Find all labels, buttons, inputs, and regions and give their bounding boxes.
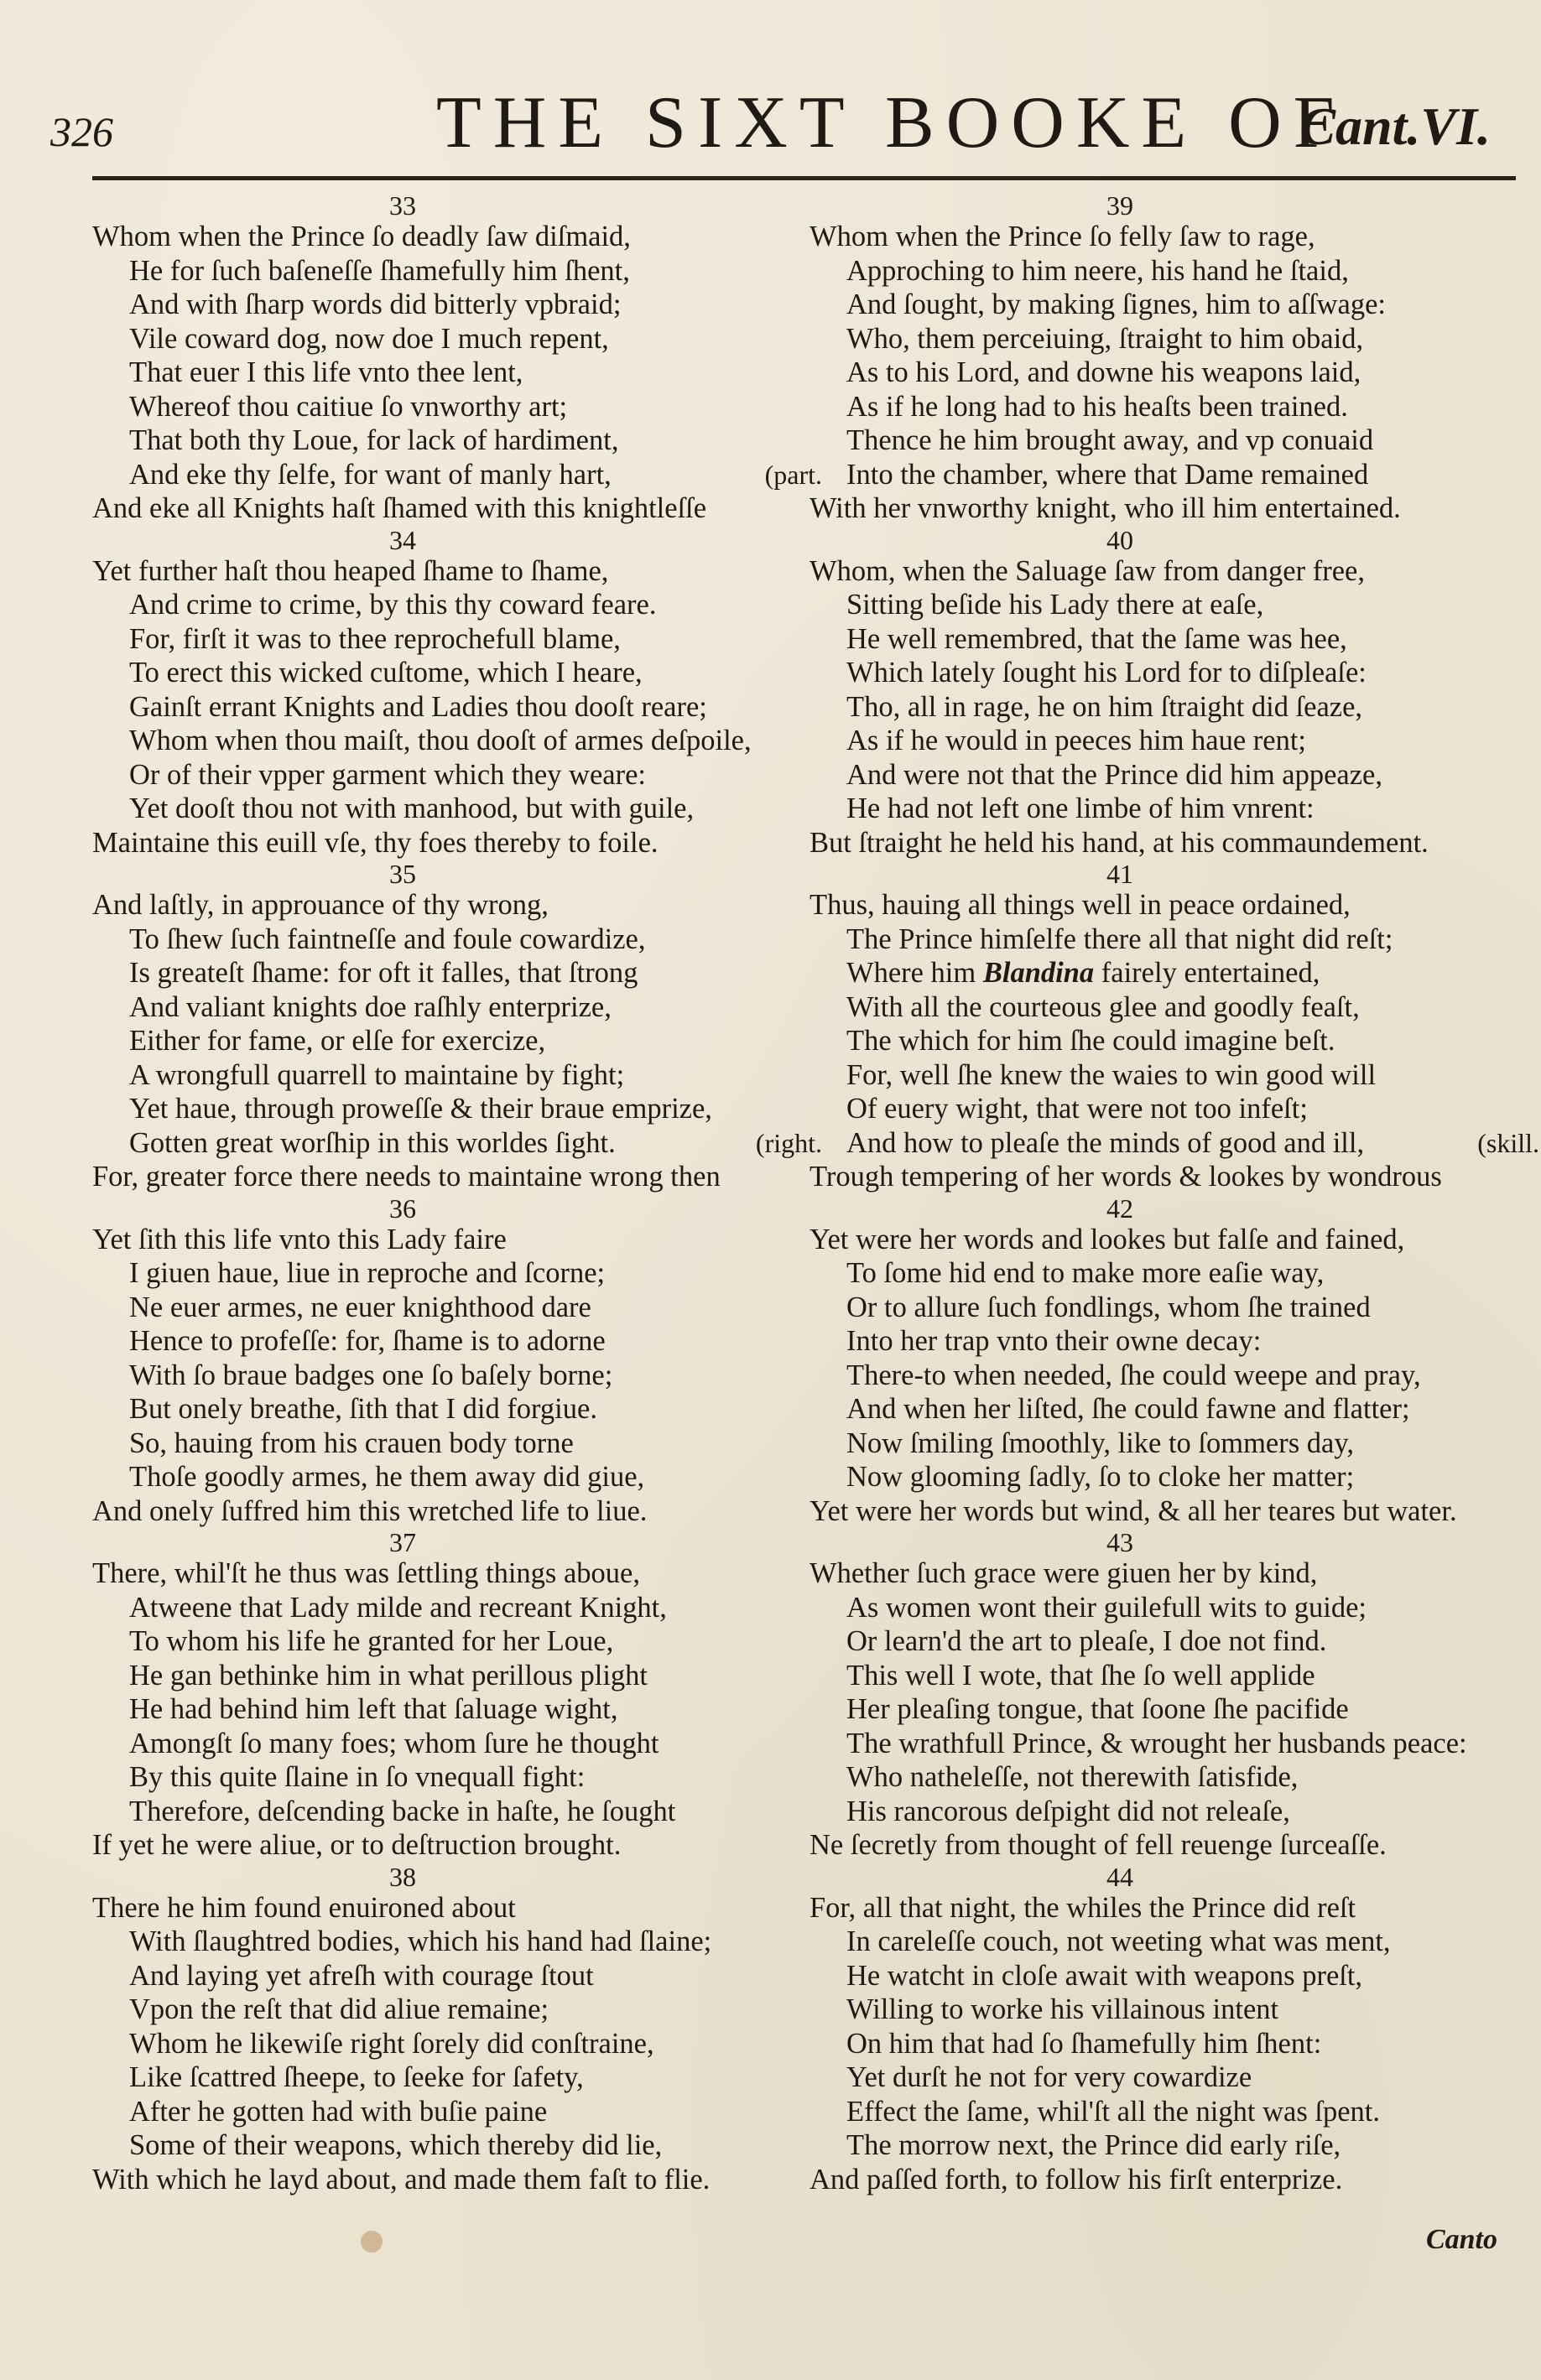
- stanza: [810, 1194, 1531, 1529]
- verse-line: The Prince himſelfe there all that night did reſt;: [846, 922, 1393, 955]
- verse-line: Either for fame, or elſe for exercize,: [129, 1025, 546, 1057]
- stanza: [810, 1528, 1531, 1863]
- verse-line: Approching to him neere, his hand he ſtaid,: [846, 254, 1349, 287]
- verse-line: And onely ſuffred him this wretched life to liue.: [92, 1494, 648, 1527]
- stanza: [92, 859, 822, 1194]
- stanza: [92, 1528, 814, 1863]
- verse-line: Into her trap vnto their owne decay:: [846, 1325, 1262, 1357]
- verse-line: With ſo braue badges one ſo baſely borne;: [129, 1359, 613, 1391]
- running-head: [50, 74, 1507, 166]
- verse-line: And were not that the Prince did him appeaze,: [846, 758, 1382, 791]
- verse-line: Or learn'd the art to pleaſe, I doe not find.: [846, 1625, 1327, 1657]
- verse-line: In careleſſe couch, not weeting what was ment,: [846, 1925, 1391, 1957]
- verse-line: And eke thy ſelfe, for want of manly hart,: [129, 458, 612, 491]
- verse-line: He had not left one limbe of him vnrent:: [846, 792, 1315, 824]
- verse-line: If yet he were aliue, or to deſtruction brought.: [92, 1829, 622, 1861]
- verse-line: His rancorous deſpight did not releaſe,: [846, 1795, 1290, 1827]
- stanza: [810, 526, 1531, 860]
- verse-line: Some of their weapons, which thereby did lie,: [129, 2129, 663, 2161]
- verse-line: And valiant knights doe raſhly enterprize,: [129, 990, 612, 1023]
- verse-line: Effect the ſame, whil'ſt all the night was ſpent.: [846, 2095, 1380, 2128]
- verse-line: There he him found enuironed about: [92, 1891, 516, 1924]
- verse-line: On him that had ſo ſhamefully him ſhent:: [846, 2027, 1322, 2060]
- stanza-number: 37: [389, 1527, 416, 1557]
- verse-line: And how to pleaſe the minds of good and ill,: [846, 1126, 1365, 1159]
- verse-line: I giuen haue, liue in reproche and ſcorne;: [129, 1257, 606, 1289]
- verse-line: For, greater force there needs to maintaine wrong then: [92, 1161, 721, 1193]
- stanza-number: 33: [389, 190, 416, 221]
- turnover-word: (skill.: [1477, 1127, 1539, 1158]
- verse-line: Whether ſuch grace were giuen her by kind,: [810, 1557, 1318, 1589]
- verse-line: Whom when the Prince ſo felly ſaw to rage,: [810, 221, 1315, 252]
- verse-line: Amongſt ſo many foes; whom ſure he thought: [129, 1727, 659, 1759]
- turnover-word: (part.: [764, 459, 822, 490]
- verse-line: And laying yet afreſh with courage ſtout: [129, 1959, 594, 1992]
- verse-line: He gan bethinke him in what perillous plight: [129, 1659, 648, 1691]
- left-column: [92, 190, 822, 2196]
- verse-line: Gotten great worſhip in this worldes ſight.: [129, 1126, 616, 1159]
- verse-line: This well I wote, that ſhe ſo well applide: [846, 1659, 1315, 1691]
- verse-line: For, all that night, the whiles the Prince did reſt: [810, 1891, 1356, 1924]
- verse-line: Her pleaſing tongue, that ſoone ſhe pacifide: [846, 1693, 1349, 1725]
- verse-line: Into the chamber, where that Dame remained: [846, 458, 1369, 491]
- verse-line: With which he layd about, and made them faſt to flie.: [92, 2163, 711, 2196]
- verse-line: And when her liſted, ſhe could fawne and flatter;: [846, 1393, 1410, 1425]
- verse-line: He for ſuch baſeneſſe ſhamefully him ſhent,: [129, 254, 630, 287]
- verse-line: Whom when the Prince ſo deadly ſaw diſmaid,: [92, 221, 631, 252]
- verse-line: To erect this wicked cuſtome, which I heare,: [129, 657, 643, 689]
- catchword: Canto: [1425, 2224, 1497, 2255]
- verse-line: Yet durſt he not for very cowardize: [846, 2061, 1252, 2093]
- stanza-number: 39: [1106, 190, 1133, 221]
- stanza: [810, 1863, 1531, 2197]
- verse-line: As to his Lord, and downe his weapons laid,: [846, 356, 1361, 388]
- stanza: [810, 191, 1531, 526]
- verse-line: Is greateſt ſhame: for oft it falles, that ſtrong: [129, 957, 638, 989]
- verse-line: But onely breathe, ſith that I did forgiue.: [129, 1393, 597, 1425]
- verse-line: Ne euer armes, ne euer knighthood dare: [129, 1291, 591, 1323]
- verse-line: Where him Blandina fairely entertained,: [846, 957, 1320, 989]
- verse-line: Yet were her words but wind, & all her teares but water.: [810, 1494, 1457, 1527]
- verse-line: Tho, all in rage, he on him ſtraight did ſeaze,: [846, 690, 1363, 723]
- running-title: THE SIXT BOOKE OF: [436, 82, 1346, 164]
- verse-line: He well remembred, that the ſame was hee,: [846, 622, 1347, 655]
- verse-line: Who, them perceiuing, ſtraight to him obaid,: [846, 322, 1364, 355]
- verse-line: Like ſcattred ſheepe, to ſeeke for ſafety,: [129, 2061, 584, 2093]
- verse-line: And with ſharp words did bitterly vpbraid;: [129, 288, 622, 320]
- verse-line: To ſhew ſuch faintneſſe and foule cowardize,: [129, 922, 646, 955]
- verse-line: With her vnworthy knight, who ill him entertained.: [810, 492, 1401, 524]
- verse-line: Thence he him brought away, and vp conuaid: [846, 424, 1374, 456]
- verse-line: Whom, when the Saluage ſaw from danger free,: [810, 554, 1365, 587]
- verse-line: Thoſe goodly armes, he them away did giue,: [129, 1461, 645, 1493]
- canto-label: Cant.VI.: [1299, 96, 1491, 156]
- verse-line: To whom his life he granted for her Loue,: [129, 1625, 614, 1657]
- stanza-number: 42: [1106, 1193, 1133, 1224]
- verse-line: Who natheleſſe, not therewith ſatisfide,: [846, 1761, 1299, 1793]
- verse-line: Or of their vpper garment which they weare:: [129, 758, 646, 791]
- verse-line: Gainſt errant Knights and Ladies thou dooſt reare;: [129, 690, 707, 723]
- verse-line: That both thy Loue, for lack of hardiment,: [129, 424, 619, 456]
- stanza-number: 35: [389, 859, 416, 889]
- verse-line: There, whil'ſt he thus was ſettling things aboue,: [92, 1557, 640, 1589]
- stanza-number: 36: [389, 1193, 416, 1224]
- verse-line: After he gotten had with buſie paine: [129, 2095, 548, 2128]
- turnover-word: (right.: [755, 1127, 822, 1158]
- stanza: [92, 1194, 814, 1529]
- verse-line: As if he would in peeces him haue rent;: [846, 725, 1307, 756]
- verse-line: Trough tempering of her words & lookes by wondrous: [810, 1161, 1442, 1193]
- verse-line: For, well ſhe knew the waies to win good will: [846, 1058, 1377, 1091]
- verse-line: Whereof thou caitiue ſo vnworthy art;: [129, 390, 568, 423]
- page-number: 326: [50, 108, 113, 155]
- verse-line: Thus, hauing all things well in peace ordained,: [810, 889, 1351, 921]
- verse-line: He watcht in cloſe await with weapons preſt,: [846, 1959, 1363, 1992]
- stanza-number: 40: [1106, 524, 1133, 555]
- verse-line: Yet were her words and lookes but falſe and fained,: [810, 1223, 1405, 1255]
- verse-line: Now ſmiling ſmoothly, like to ſommers day,: [846, 1426, 1354, 1459]
- verse-line: Hence to profeſſe: for, ſhame is to adorne: [129, 1325, 606, 1357]
- verse-line: Maintaine this euill vſe, thy foes thereby to foile.: [92, 826, 659, 859]
- stanza: [92, 190, 822, 526]
- stanza-number: 38: [389, 1861, 416, 1892]
- verse-line: Sitting beſide his Lady there at eaſe,: [846, 589, 1264, 621]
- stanza-number: 34: [389, 524, 416, 555]
- right-column: [810, 190, 1539, 2196]
- verse-line: For, firſt it was to thee reprochefull blame,: [129, 622, 621, 655]
- verse-line: Vpon the reſt that did aliue remaine;: [129, 1993, 549, 2025]
- verse-line: By this quite ſlaine in ſo vnequall fight:: [129, 1761, 586, 1793]
- verse-line: And laſtly, in approuance of thy wrong,: [92, 889, 549, 921]
- stanza: [92, 1863, 814, 2197]
- verse-line: As if he long had to his heaſts been trained.: [846, 390, 1348, 423]
- verse-line: Which lately ſought his Lord for to diſpleaſe:: [846, 657, 1367, 689]
- header-rule: [92, 176, 1516, 180]
- verse-line: But ſtraight he held his hand, at his commaundement.: [810, 826, 1429, 859]
- ink-blot: [361, 2231, 383, 2253]
- verse-line: Now glooming ſadly, ſo to cloke her matter;: [846, 1461, 1355, 1493]
- verse-line: Yet further haſt thou heaped ſhame to ſhame,: [92, 554, 609, 587]
- verse-line: Of euery wight, that were not too infeſt;: [846, 1093, 1308, 1125]
- verse-line: Whom he likewiſe right ſorely did conſtraine,: [129, 2027, 654, 2060]
- verse-line: And eke all Knights haſt ſhamed with this knightleſſe: [92, 492, 707, 524]
- verse-line: That euer I this life vnto thee lent,: [129, 356, 523, 388]
- verse-line: And paſſed forth, to follow his firſt enterprize.: [810, 2163, 1343, 2196]
- verse-line: Yet ſith this life vnto this Lady faire: [92, 1223, 507, 1255]
- verse-line: With ſlaughtred bodies, which his hand had ſlaine;: [129, 1925, 712, 1957]
- verse-line: To ſome hid end to make more eaſie way,: [846, 1257, 1325, 1289]
- verse-line: He had behind him left that ſaluage wight,: [129, 1693, 618, 1725]
- stanza: [810, 859, 1539, 1194]
- verse-line: Atweene that Lady milde and recreant Knight,: [129, 1591, 667, 1624]
- verse-line: Ne ſecretly from thought of fell reuenge ſurceaſſe.: [810, 1829, 1387, 1861]
- stanza-number: 44: [1106, 1861, 1133, 1892]
- verse-line: Yet dooſt thou not with manhood, but with guile,: [129, 792, 695, 824]
- verse-line: Or to allure ſuch fondlings, whom ſhe trained: [846, 1291, 1371, 1323]
- verse-line: So, hauing from his crauen body torne: [129, 1426, 574, 1459]
- verse-line: Whom when thou maiſt, thou dooſt of armes deſpoile,: [129, 725, 752, 756]
- verse-line: There-to when needed, ſhe could weepe and pray,: [846, 1359, 1421, 1391]
- verse-line: A wrongfull quarrell to maintaine by fight;: [129, 1058, 625, 1091]
- verse-line: The morrow next, the Prince did early riſe,: [846, 2129, 1341, 2161]
- verse-line: The wrathfull Prince, & wrought her husbands peace:: [846, 1727, 1467, 1759]
- verse-line: Therefore, deſcending backe in haſte, he ſought: [129, 1795, 676, 1827]
- verse-line: And crime to crime, by this thy coward feare.: [129, 589, 657, 621]
- stanza-number: 43: [1106, 1527, 1133, 1557]
- stanza-number: 41: [1106, 859, 1133, 889]
- verse-line: The which for him ſhe could imagine beſt.: [846, 1025, 1335, 1057]
- verse-line: Yet haue, through proweſſe & their braue emprize,: [129, 1093, 712, 1125]
- stanza: [92, 526, 814, 860]
- verse-line: Vile coward dog, now doe I much repent,: [129, 322, 609, 355]
- verse-line: With all the courteous glee and goodly feaſt,: [846, 990, 1360, 1023]
- verse-line: And ſought, by making ſignes, him to aſſwage:: [846, 288, 1386, 320]
- verse-line: As women wont their guilefull wits to guide;: [846, 1591, 1367, 1624]
- verse-line: Willing to worke his villainous intent: [846, 1993, 1279, 2025]
